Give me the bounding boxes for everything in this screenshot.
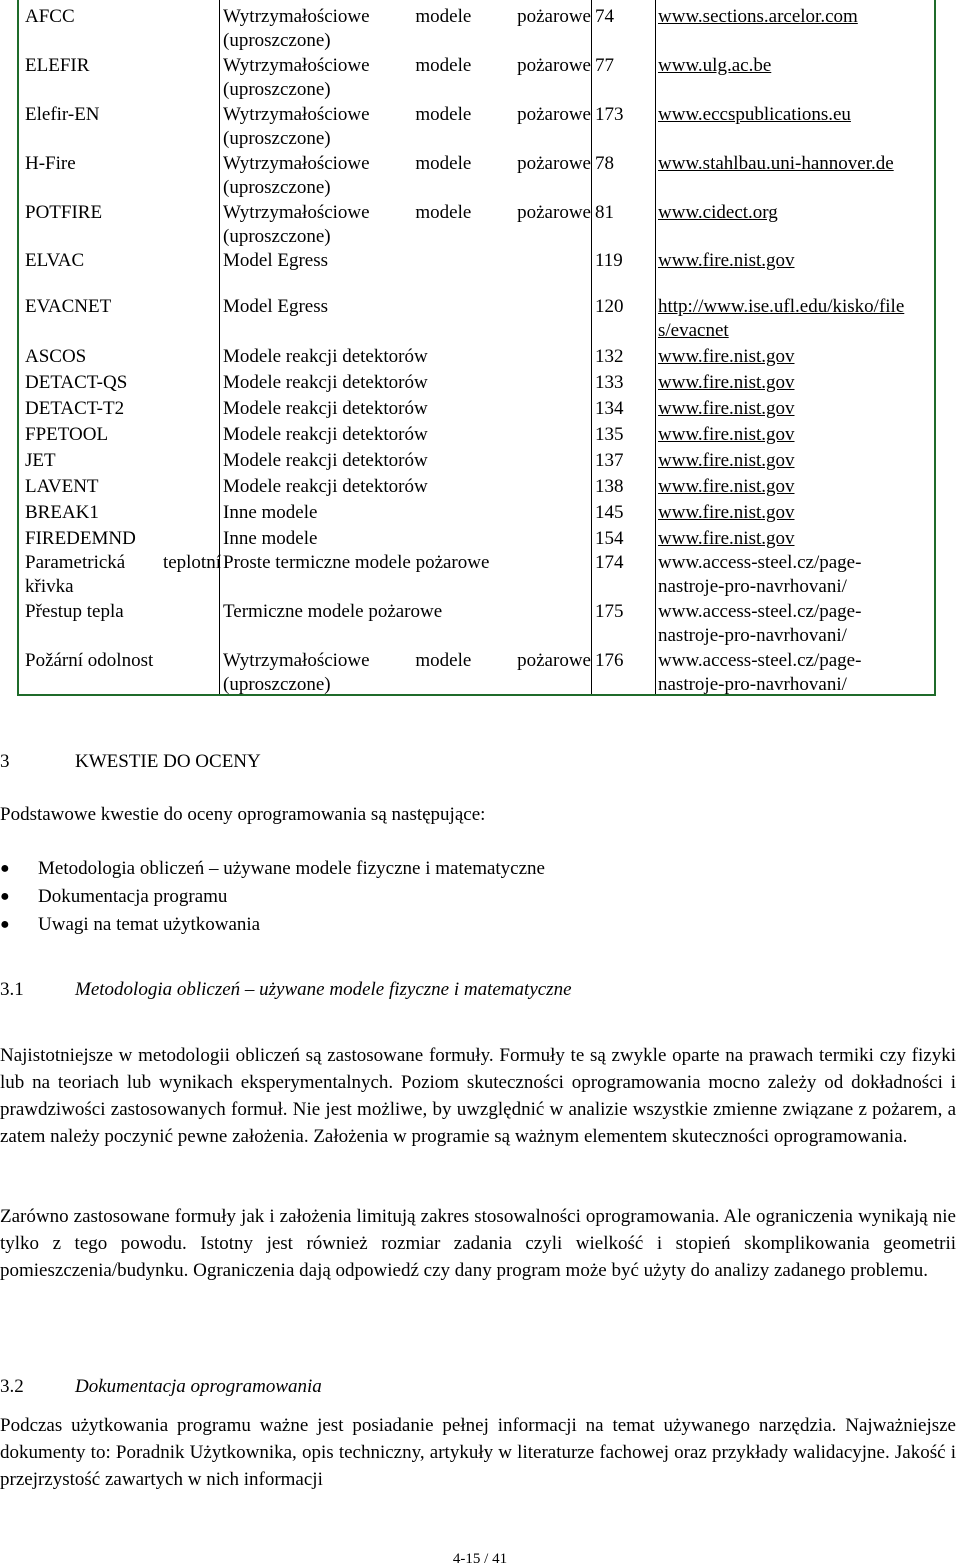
section-number: 3	[0, 751, 10, 772]
page-number: 176	[595, 650, 624, 671]
model-type: Modele reakcji detektorów	[223, 372, 428, 393]
page-number: 137	[595, 450, 624, 471]
page-number: 134	[595, 398, 624, 419]
program-name: ASCOS	[25, 346, 87, 367]
website-link[interactable]: www.sections.arcelor.com	[658, 6, 858, 27]
model-type: Model Egress	[223, 250, 329, 271]
page-number: 138	[595, 476, 624, 497]
page-number: 74	[595, 6, 614, 27]
program-name: JET	[25, 450, 56, 471]
website-link[interactable]: www.fire.nist.gov	[658, 424, 795, 445]
subsection-number: 3.2	[0, 1376, 24, 1397]
page-number: 174	[595, 552, 624, 573]
website-link[interactable]: www.stahlbau.uni-hannover.de	[658, 153, 894, 174]
model-type: Wytrzymałościowe modele pożarowe (uproszczone)	[223, 104, 591, 149]
bullet-icon: ●	[0, 916, 10, 933]
program-name: ELVAC	[25, 250, 85, 271]
subsection-title: Metodologia obliczeń – używane modele fizyczne i matematyczne	[75, 979, 572, 1000]
section-intro: Podstawowe kwestie do oceny oprogramowania są następujące:	[0, 804, 486, 825]
model-type: Wytrzymałościowe modele pożarowe (uproszczone)	[223, 153, 591, 198]
website-link[interactable]: www.eccspublications.eu	[658, 104, 851, 125]
website-link[interactable]: www.fire.nist.gov	[658, 398, 795, 419]
model-type: Modele reakcji detektorów	[223, 346, 428, 367]
page-number: 120	[595, 296, 624, 317]
website-link[interactable]: www.ulg.ac.be	[658, 55, 772, 76]
paragraph: Podczas użytkowania programu ważne jest posiadanie pełnej informacji na temat używanego narzędzia. Najważniejsze dokumenty to: Poradnik Użytkownika, opis techniczny, artykuły w literaturze fachowej oraz przykłady walidacyjne. Jakość i przejrzystość zawartych w nich informacji	[0, 1415, 956, 1490]
website-link[interactable]: www.fire.nist.gov	[658, 346, 795, 367]
page-number: 133	[595, 372, 624, 393]
bullet-icon: ●	[0, 860, 10, 877]
model-type: Inne modele	[223, 502, 318, 523]
page-number: 135	[595, 424, 624, 445]
program-name: FIREDEMND	[25, 528, 136, 549]
page-number: 154	[595, 528, 624, 549]
model-type: Modele reakcji detektorów	[223, 450, 428, 471]
model-type: Modele reakcji detektorów	[223, 424, 428, 445]
page-number: 132	[595, 346, 624, 367]
page-number: 119	[595, 250, 623, 271]
website-link[interactable]: www.fire.nist.gov	[658, 450, 795, 471]
model-type: Wytrzymałościowe modele pożarowe (uproszczone)	[223, 6, 591, 51]
page-footer: 4-15 / 41	[452, 1551, 508, 1567]
model-type: Inne modele	[223, 528, 318, 549]
model-type: Proste termiczne modele pożarowe	[223, 552, 490, 573]
website-link[interactable]: www.fire.nist.gov	[658, 502, 795, 523]
model-type: Wytrzymałościowe modele pożarowe (uproszczone)	[223, 55, 591, 100]
page-number: 175	[595, 601, 624, 622]
program-name: LAVENT	[25, 476, 99, 497]
program-name: Elefir-EN	[25, 104, 100, 125]
website-text: www.access-steel.cz/page- nastroje-pro-navrhovani/	[658, 650, 862, 695]
website-link[interactable]: www.fire.nist.gov	[658, 372, 795, 393]
software-table	[17, 0, 936, 696]
model-type: Modele reakcji detektorów	[223, 398, 428, 419]
website-link[interactable]: www.fire.nist.gov	[658, 476, 795, 497]
page-number: 81	[595, 202, 614, 223]
website-link[interactable]: www.fire.nist.gov	[658, 528, 795, 549]
page-number: 78	[595, 153, 614, 174]
program-name: Přestup tepla	[25, 601, 124, 622]
program-name: FPETOOL	[25, 424, 109, 445]
program-name: Parametrická teplotní křivka	[25, 552, 221, 597]
program-name: ELEFIR	[25, 55, 90, 76]
document-page: AFCC Wytrzymałościowe modele pożarowe (uproszczone) 74 www.sections.arcelor.com ELEFIR Wytrzymałościowe modele pożarowe (uproszczone) 77 www.ulg.ac.be Elefir-EN Wytrzymałościowe modele pożarowe (uproszczone) 173 www.eccspublications.eu H-Fire Wytrzymałościowe modele pożarowe (uproszczone) 78 www.stahlbau.uni-hannover.de POTFIRE Wytrzymałościowe modele pożarowe (uproszczone) 81 www.cidect.org ELVAC Model Egress 119 www.fire.nist.gov EVACNET Model Egress 120 http://www.ise.ufl.edu/kisko/file s/evacnet ASCOS Modele reakcji detektorów 132 www.fire.nist.gov DETACT-QS Modele reakcji detektorów 133 www.fire.nist.gov DETACT-T2 Modele reakcji detektorów 134 www.fire.nist.gov FPETOOL Modele reakcji detektorów 135 www.fire.nist.gov JET Modele reakcji detektorów 137 www.fire.nist.gov LAVENT Modele reakcji detektorów 138 www.fire.nist.gov BREAK1 Inne modele 145 www.fire.nist.gov FIREDEMND Inne modele 154 www.fire.nist.gov Parametrická teplotní křivka Proste termiczne modele pożarowe 174 www.access-steel.cz/page- nastroje-pro-navrhovani/ Přestup tepla Termiczne modele pożarowe 175 www.access-steel.cz/page- nastroje-pro-navrhovani/ Požární odolnost Wytrzymałościowe modele pożarowe (uproszczone) 176 www.access-steel.cz/page- nastroje-pro-navrhovani/ 3 KWESTIE DO OCENY Podstawowe kwestie do oceny oprogramowania są następujące: ● Metodologia obliczeń – używane modele fizyczne i matematyczne ● Dokumentacja programu ● Uwagi na temat użytkowania 3.1 Metodologia obliczeń – używane modele fizyczne i matematyczne Najistotniejsze w metodologii obliczeń są zastosowane formuły. Formuły te są zwykle oparte na prawach termiki czy fizyki lub na teoriach lub wynikach eksperymentalnych. Poziom skuteczności oprogramowania mocno zależy od dokładności i prawdziwości zastosowanych formuł. Nie jest możliwe, by uwzględnić w analizie wszystkie zmienne związane z pożarem, a zatem należy poczynić pewne założenia. Założenia w programie są ważnym elementem skuteczności oprogramowania. Zarówno zastosowane formuły jak i założenia limitują zakres stosowalności oprogramowania. Ale ograniczenia wynikają nie tylko z tego powodu. Istotny jest również rozmiar zadania czyli wielkość i stopień skomplikowania geometrii pomieszczenia/budynku. Ograniczenia dają odpowiedź czy dany program może być użyty do analizy zadanego problemu. 3.2 Dokumentacja oprogramowania Podczas użytkowania programu ważne jest posiadanie pełnej informacji na temat używanego narzędzia. Najważniejsze dokumenty to: Poradnik Użytkownika, opis techniczny, artykuły w literaturze fachowej oraz przykłady walidacyjne. Jakość i przejrzystość zawartych w nich informacji 4-15 / 41	[0, 0, 960, 1568]
model-type: Wytrzymałościowe modele pożarowe (uproszczone)	[223, 650, 591, 695]
model-type: Model Egress	[223, 296, 329, 317]
page-number: 77	[595, 55, 614, 76]
program-name: DETACT-QS	[25, 372, 128, 393]
program-name: Požární odolnost	[25, 650, 154, 671]
paragraph: Najistotniejsze w metodologii obliczeń są zastosowane formuły. Formuły te są zwykle oparte na prawach termiki czy fizyki lub na teoriach lub wynikach eksperymentalnych. Poziom skuteczności oprogramowania mocno zależy od dokładności i prawdziwości zastosowanych formuł. Nie jest możliwe, by uwzględnić w analizie wszystkie zmienne związane z pożarem, a zatem należy poczynić pewne założenia. Założenia w programie są ważnym elementem skuteczności oprogramowania.	[0, 1045, 956, 1147]
column-divider	[591, 0, 592, 694]
website-text: www.access-steel.cz/page- nastroje-pro-navrhovani/	[658, 601, 862, 646]
website-link[interactable]: www.cidect.org	[658, 202, 778, 223]
website-link[interactable]: www.fire.nist.gov	[658, 250, 795, 271]
program-name: POTFIRE	[25, 202, 103, 223]
model-type: Modele reakcji detektorów	[223, 476, 428, 497]
program-name: EVACNET	[25, 296, 112, 317]
website-text: www.access-steel.cz/page- nastroje-pro-navrhovani/	[658, 552, 862, 597]
model-type: Termiczne modele pożarowe	[223, 601, 443, 622]
page-number: 145	[595, 502, 624, 523]
program-name: DETACT-T2	[25, 398, 125, 419]
website-link[interactable]: http://www.ise.ufl.edu/kisko/file s/evacnet	[658, 296, 905, 341]
model-type: Wytrzymałościowe modele pożarowe (uproszczone)	[223, 202, 591, 247]
program-name: BREAK1	[25, 502, 99, 523]
section-title: KWESTIE DO OCENY	[75, 751, 261, 772]
column-divider	[655, 0, 656, 694]
program-name: H-Fire	[25, 153, 76, 174]
subsection-title: Dokumentacja oprogramowania	[75, 1376, 322, 1397]
bullet-icon: ●	[0, 888, 10, 905]
page-number: 173	[595, 104, 624, 125]
paragraph: Zarówno zastosowane formuły jak i założenia limitują zakres stosowalności oprogramowania. Ale ograniczenia wynikają nie tylko z tego powodu. Istotny jest również rozmiar zadania czyli wielkość i stopień skomplikowania geometrii pomieszczenia/budynku. Ograniczenia dają odpowiedź czy dany program może być użyty do analizy zadanego problemu.	[0, 1206, 956, 1281]
program-name: AFCC	[25, 6, 75, 27]
subsection-number: 3.1	[0, 979, 24, 1000]
